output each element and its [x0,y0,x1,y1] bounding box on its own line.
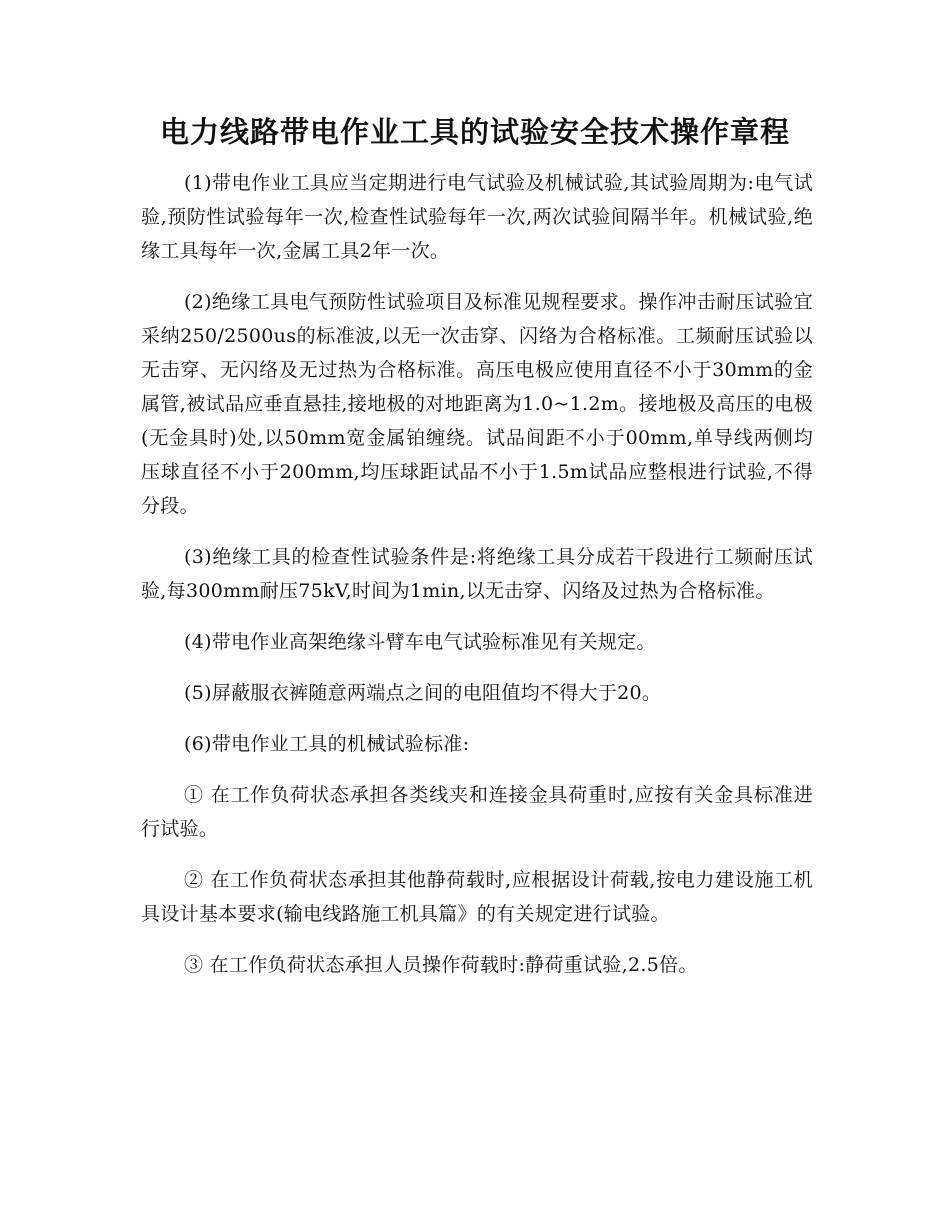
paragraph-7: ① 在工作负荷状态承担各类线夹和连接金具荷重时,应按有关金具标准进行试验。 [141,784,813,840]
paragraph-8: ② 在工作负荷状态承担其他静荷载时,应根据设计荷载,按电力建设施工机具设计基本要求(输电线路施工机具篇》的有关规定进行试验。 [141,869,813,925]
paragraph-6: (6)带电作业工具的机械试验标准: [184,733,470,755]
document-body [141,166,813,999]
paragraph-3: (3)绝缘工具的检查性试验条件是:将绝缘工具分成若干段进行工频耐压试验,每300mm耐压75kV,时间为1min,以无击穿、闪络及过热为合格标准。 [141,546,813,602]
paragraph-4: (4)带电作业高架绝缘斗臂车电气试验标准见有关规定。 [184,631,656,653]
paragraph-2: (2)绝缘工具电气预防性试验项目及标准见规程要求。操作冲击耐压试验宜采纳250/2500us的标准波,以无一次击穿、闪络为合格标准。工频耐压试验以无击穿、无闪络及无过热为合格标准。高压电极应使用直径不小于30mm的金属管,被试品应垂直悬挂,接地极的对地距离为1.0~1.2m。接地极及高压的电极(无金具时)处,以50mm宽金属铂缠绕。试品间距不小于00mm,单导线两侧均压球直径不小于200mm,均压球距试品不小于1.5m试品应整根进行试验,不得分段。 [141,291,813,517]
document-title: 电力线路带电作业工具的试验安全技术操作章程 [159,115,790,149]
paragraph-9: ③ 在工作负荷状态承担人员操作荷载时:静荷重试验,2.5倍。 [184,954,698,976]
paragraph-1: (1)带电作业工具应当定期进行电气试验及机械试验,其试验周期为:电气试验,预防性试验每年一次,检查性试验每年一次,两次试验间隔半年。机械试验,绝缘工具每年一次,金属工具2年一次。 [141,172,813,262]
paragraph-5: (5)屏蔽服衣裤随意两端点之间的电阻值均不得大于20。 [184,682,662,704]
